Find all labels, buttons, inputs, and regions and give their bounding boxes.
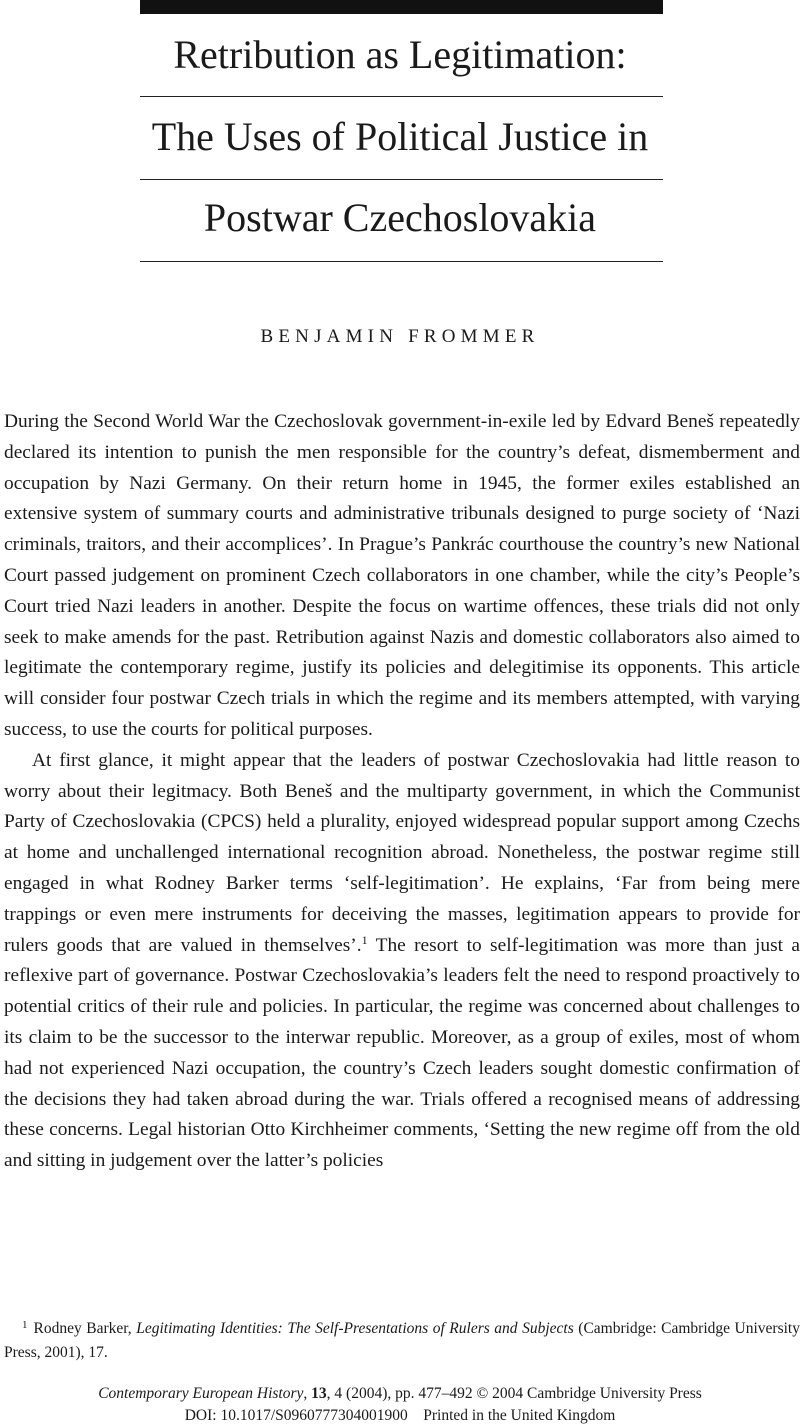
title-rule-1 xyxy=(140,96,663,97)
paragraph-2-part-b: The resort to self-legitimation was more than just a reflexive part of governance. Postwar Czechoslovakia’s leaders felt the need to respond proactively to potential critics of their rule and policies. In particular, the regime was concerned about challenges to its claim to be the successor to the interwar republic. Moreover, as a group of exiles, most of whom had not experienced Nazi occupation, the country’s Czech leaders sought domestic confirmation of the decisions they had taken abroad during the war. Trials offered a recognised means of addressing these concerns. Legal historian Otto Kirchheimer comments, ‘Setting the new regime off from the old and sitting in judgement over the latter’s policies xyxy=(4,934,800,1172)
paragraph-2 xyxy=(4,746,800,1177)
footnote-1 xyxy=(4,1317,800,1365)
article-title-line-1: Retribution as Legitimation: xyxy=(173,32,627,77)
footnote-book-title: Legitimating Identities: The Self-Presentations of Rulers and Subjects xyxy=(136,1320,574,1337)
author-name: BENJAMIN FROMMER xyxy=(260,326,540,347)
header-bar xyxy=(140,0,663,14)
article-title-line-3: Postwar Czechoslovakia xyxy=(203,195,597,240)
journal-citation: Contemporary European History, 13, 4 (2004), pp. 477–492 © 2004 Cambridge University Press xyxy=(98,1385,702,1402)
doi-line: DOI: 10.1017/S0960777304001900 Printed in the United Kingdom xyxy=(184,1407,616,1424)
paragraph-2-part-a: At first glance, it might appear that the leaders of postwar Czechoslovakia had little reason to worry about their legitmacy. Both Beneš and the multiparty government, in which the Communist Party of Czechoslovakia (CPCS) held a plurality, enjoyed widespread popular support among Czechs at home and unchallenged international recognition abroad. Nonetheless, the postwar regime still engaged in what Rodney Barker terms ‘self-legitimation’. He explains, ‘Far from being mere trappings or even mere instruments for deceiving the masses, legitimation appears to provide for rulers goods that are valued in themselves’. xyxy=(4,749,800,956)
paragraph-1: During the Second World War the Czechoslovak government-in-exile led by Edvard Beneš repeatedly declared its intention to punish the men responsible for the country’s defeat, dismemberment and occupation by Nazi Germany. On their return home in 1945, the former exiles established an extensive system of summary courts and administrative tribunals designed to purge society of ‘Nazi criminals, traitors, and their accomplices’. In Prague’s Pankrác courthouse the country’s new National Court passed judgement on prominent Czech collaborators in one chamber, while the city’s People’s Court tried Nazi leaders in another. Despite the focus on wartime offences, these trials did not only seek to make amends for the past. Retribution against Nazis and domestic collaborators also aimed to legitimate the contemporary regime, justify its policies and delegitimise its opponents. This article will consider four postwar Czech trials in which the regime and its members attempted, with varying success, to use the courts for political purposes. xyxy=(4,411,800,740)
article-body xyxy=(4,407,800,1177)
footnote-author: Rodney Barker, xyxy=(33,1320,137,1337)
journal-volume: 13 xyxy=(311,1385,327,1402)
journal-issue-pages: , 4 (2004), pp. 477–492 © 2004 Cambridge University Press xyxy=(326,1385,702,1402)
title-rule-2 xyxy=(140,179,663,180)
journal-name: Contemporary European History xyxy=(98,1385,304,1402)
article-title-line-2: The Uses of Political Justice in xyxy=(151,114,649,159)
title-rule-3 xyxy=(140,261,663,262)
footnote-publication: (Cambridge: Cambridge University Press, 2001), 17. xyxy=(4,1320,800,1361)
footnote-number: 1 xyxy=(22,1319,28,1331)
footnote-reference[interactable]: 1 xyxy=(361,932,368,947)
